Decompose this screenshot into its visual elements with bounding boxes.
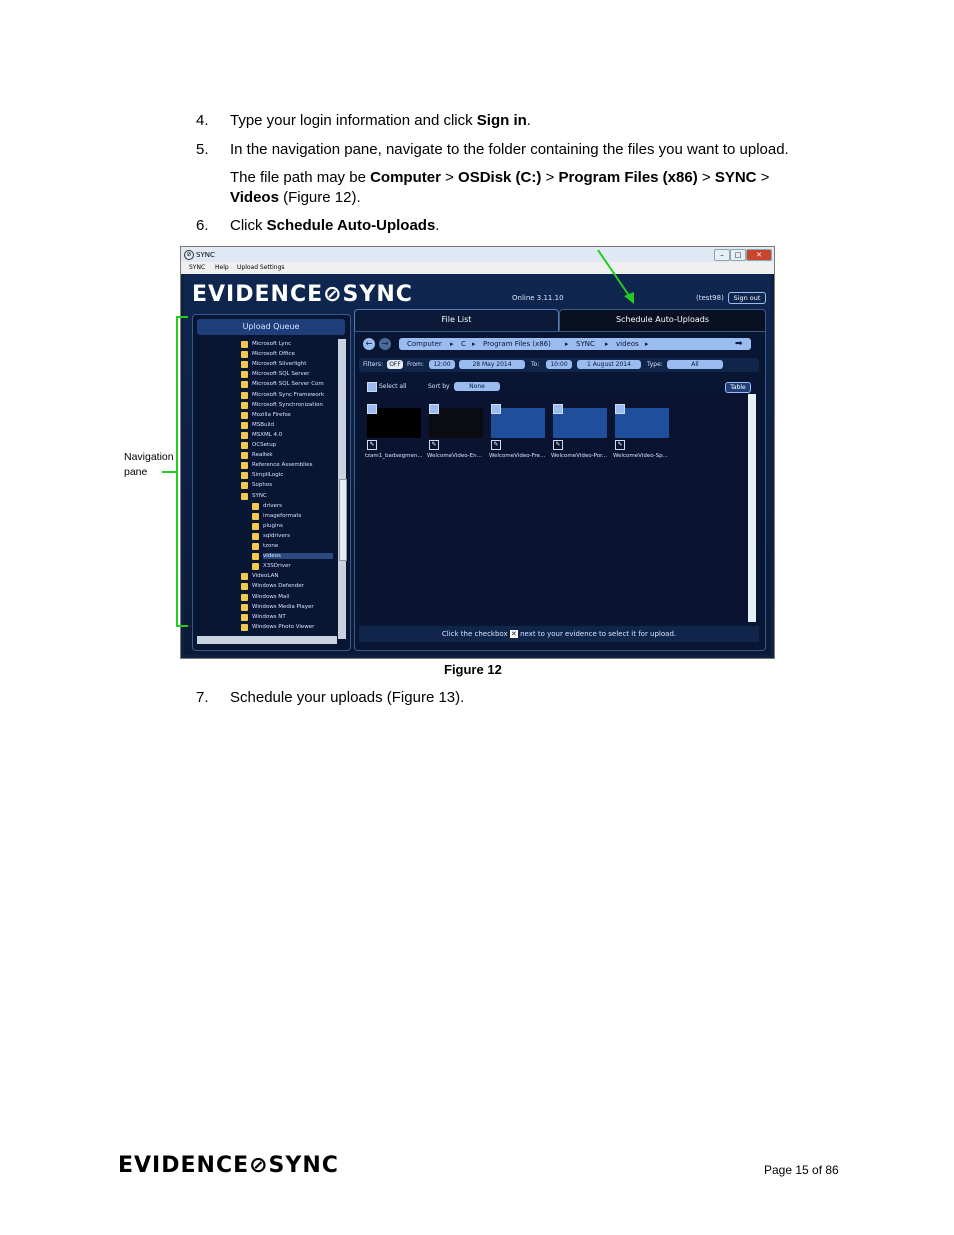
file-grid <box>359 394 747 622</box>
navigation-bracket-top <box>176 316 188 318</box>
navigation-panel <box>192 314 351 651</box>
filters-label: Filters: <box>363 361 384 368</box>
chevron-right-icon: ▸ <box>450 340 454 348</box>
breadcrumb <box>399 338 751 350</box>
tree-folder[interactable]: X3SDriver <box>263 563 291 570</box>
step-text: In the navigation pane, navigate to the folder containing the files you want to upload. <box>230 141 789 158</box>
tab-file-list[interactable]: File List <box>354 309 559 332</box>
file-checkbox[interactable] <box>553 404 563 414</box>
menu-help[interactable]: Help <box>215 264 229 271</box>
breadcrumb-item[interactable]: Program Files (x86) <box>483 340 551 348</box>
select-all-checkbox[interactable] <box>367 382 377 392</box>
app-body <box>184 274 771 655</box>
file-name[interactable]: WelcomeVideo-Fre... <box>489 453 546 459</box>
tree-folder[interactable]: plugins <box>263 522 283 529</box>
callout-label: Navigation <box>124 451 174 463</box>
path-part: SYNC <box>714 169 757 186</box>
tree-folder[interactable]: imageformats <box>263 512 302 519</box>
menu-upload-settings[interactable]: Upload Settings <box>237 264 285 271</box>
file-list-panel <box>354 331 766 651</box>
edit-icon[interactable]: ✎ <box>491 440 501 450</box>
minimize-icon[interactable]: – <box>714 249 730 261</box>
hint-text: Click the checkbox <box>441 630 508 638</box>
tree-folder[interactable]: sqldrivers <box>263 532 290 539</box>
footer-logo: EVIDENCE⊘SYNC <box>118 1153 339 1178</box>
folder-tree[interactable] <box>197 339 337 634</box>
path-sep: > <box>756 169 770 186</box>
file-checkbox[interactable] <box>615 404 625 414</box>
tree-folder[interactable]: Microsoft Office <box>252 351 295 358</box>
to-label: To: <box>531 361 540 368</box>
path-sep: > <box>440 169 459 186</box>
file-name[interactable]: WelcomeVideo-En... <box>427 453 482 459</box>
tree-folder[interactable]: Windows Photo Viewer <box>252 623 315 630</box>
callout-arrow-icon <box>590 248 640 308</box>
breadcrumb-item[interactable]: SYNC <box>576 340 595 348</box>
figure-caption: Figure 12 <box>444 662 502 677</box>
navigation-bracket <box>176 316 178 627</box>
tree-folder[interactable]: SimpliLogic <box>252 472 284 479</box>
select-all-label: Select all <box>379 383 407 390</box>
hint-text: next to your evidence to select it for upload. <box>520 630 677 638</box>
type-select[interactable]: All <box>667 360 723 369</box>
file-name[interactable]: WelcomeVideo-Por... <box>551 453 608 459</box>
back-icon[interactable]: ← <box>363 338 375 350</box>
path-part: Program Files (x86) <box>558 169 698 186</box>
edit-icon[interactable]: ✎ <box>367 440 377 450</box>
path-sep: > <box>541 169 559 186</box>
sort-by-label: Sort by <box>428 383 450 390</box>
menu-sync[interactable]: SYNC <box>189 264 206 271</box>
breadcrumb-item[interactable]: Computer <box>407 340 442 348</box>
chevron-right-icon: ▸ <box>565 340 569 348</box>
step-number: 4. <box>196 112 209 129</box>
breadcrumb-item[interactable]: C <box>461 340 466 348</box>
tree-folder[interactable]: Microsoft Synchronization <box>252 401 323 408</box>
tree-folder[interactable]: videos <box>263 553 333 559</box>
upload-hint <box>359 626 759 642</box>
tree-folder[interactable]: Microsoft Silverlight <box>252 361 307 368</box>
step-number: 6. <box>196 217 209 234</box>
path-part: OSDisk (C:) <box>458 169 542 186</box>
app-version: Online 3.11.10 <box>512 294 564 302</box>
edit-icon[interactable]: ✎ <box>553 440 563 450</box>
filters-toggle[interactable]: OFF <box>387 360 403 369</box>
window-title: SYNC <box>196 251 215 259</box>
navigation-bracket-bottom <box>176 625 188 627</box>
chevron-right-icon: ▸ <box>605 340 609 348</box>
to-date-input[interactable]: 1 August 2014 <box>577 360 641 369</box>
tree-folder[interactable]: Microsoft Sync Framework <box>252 391 325 398</box>
tree-folder[interactable]: Microsoft Lync <box>252 341 292 347</box>
chevron-right-icon: ▸ <box>645 340 649 348</box>
app-logo: EVIDENCE⊘SYNC <box>192 282 413 307</box>
navigation-pane-callout <box>124 450 174 480</box>
maximize-icon[interactable]: □ <box>730 249 746 261</box>
tree-folder[interactable]: VideoLAN <box>252 573 279 580</box>
app-screenshot <box>180 246 775 659</box>
tree-folder[interactable]: Mozilla Firefox <box>252 411 291 418</box>
path-note-text: (Figure 12). <box>278 189 361 206</box>
forward-icon[interactable]: → <box>379 338 391 350</box>
tree-folder[interactable]: tzone <box>263 543 279 549</box>
scrollbar-thumb[interactable] <box>339 479 347 561</box>
checkbox-x-icon: ✕ <box>510 630 517 638</box>
tree-folder[interactable]: Windows Mail <box>252 593 290 600</box>
go-arrow-icon[interactable]: ➡ <box>735 339 743 349</box>
tree-folder[interactable]: MSXML 4.0 <box>252 431 283 438</box>
tree-folder[interactable]: Windows Defender <box>252 583 304 590</box>
upload-queue-button[interactable]: Upload Queue <box>197 319 345 335</box>
type-label: Type: <box>647 361 663 368</box>
step-bold: Schedule Auto-Uploads <box>266 217 436 234</box>
from-time-input[interactable]: 12:00 <box>429 360 455 369</box>
tree-folder[interactable]: drivers <box>263 502 283 509</box>
tree-horizontal-scrollbar[interactable] <box>197 636 337 644</box>
breadcrumb-item[interactable]: videos <box>616 340 639 348</box>
tab-schedule-auto-uploads[interactable]: Schedule Auto-Uploads <box>559 309 766 333</box>
file-checkbox[interactable] <box>429 404 439 414</box>
path-part: Computer <box>370 169 441 186</box>
tree-folder[interactable]: Windows NT <box>252 613 286 620</box>
path-note-text: The file path may be <box>230 169 371 186</box>
file-grid-scrollbar[interactable] <box>748 394 756 622</box>
file-checkbox[interactable] <box>367 404 377 414</box>
sort-select[interactable]: None <box>454 382 500 391</box>
path-note <box>230 168 830 208</box>
filters-bar <box>359 358 759 372</box>
tree-folder[interactable]: Microsoft SQL Server <box>252 371 310 378</box>
chevron-right-icon: ▸ <box>472 340 476 348</box>
tree-folder[interactable]: OCSetup <box>252 442 277 448</box>
page-number: Page 15 of 86 <box>764 1163 839 1177</box>
step-number: 7. <box>196 689 209 706</box>
file-name[interactable]: tzam1_badsegmen... <box>365 453 423 459</box>
tree-folder[interactable]: Windows Media Player <box>252 603 314 610</box>
user-name: (test98) <box>696 294 724 302</box>
edit-icon[interactable]: ✎ <box>615 440 625 450</box>
to-time-input[interactable]: 10:00 <box>546 360 572 369</box>
tree-folder[interactable]: Microsoft SQL Server Com <box>252 381 324 388</box>
path-part: Videos <box>230 189 279 206</box>
step-text: Click <box>230 217 267 234</box>
file-checkbox[interactable] <box>491 404 501 414</box>
close-icon[interactable]: ✕ <box>746 249 772 261</box>
menu-bar <box>181 262 774 274</box>
window-titlebar <box>181 247 774 262</box>
tree-vertical-scrollbar[interactable] <box>338 339 346 639</box>
tree-folder[interactable]: Realtek <box>252 452 273 459</box>
from-label: From: <box>407 361 424 368</box>
step-bold: Sign in <box>476 112 527 129</box>
tree-folder[interactable]: Sophos <box>252 482 273 489</box>
step-text: Type your login information and click <box>230 112 477 129</box>
step-text: Schedule your uploads (Figure 13). <box>230 689 465 706</box>
edit-icon[interactable]: ✎ <box>429 440 439 450</box>
from-date-input[interactable]: 28 May 2014 <box>459 360 525 369</box>
sign-out-button[interactable]: Sign out <box>728 292 766 304</box>
callout-label: pane <box>124 466 148 478</box>
file-name[interactable]: WelcomeVideo-Sp... <box>613 453 668 459</box>
step-text: . <box>435 217 440 234</box>
sync-logo-icon: ⊘ <box>184 250 194 260</box>
view-toggle-button[interactable]: Table <box>725 382 751 393</box>
step-text: . <box>526 112 531 129</box>
path-sep: > <box>697 169 715 186</box>
tree-folder[interactable]: MSBuild <box>252 421 275 428</box>
tree-folder[interactable]: Reference Assemblies <box>252 462 313 469</box>
step-number: 5. <box>196 141 209 158</box>
tree-folder[interactable]: SYNC <box>252 492 267 499</box>
